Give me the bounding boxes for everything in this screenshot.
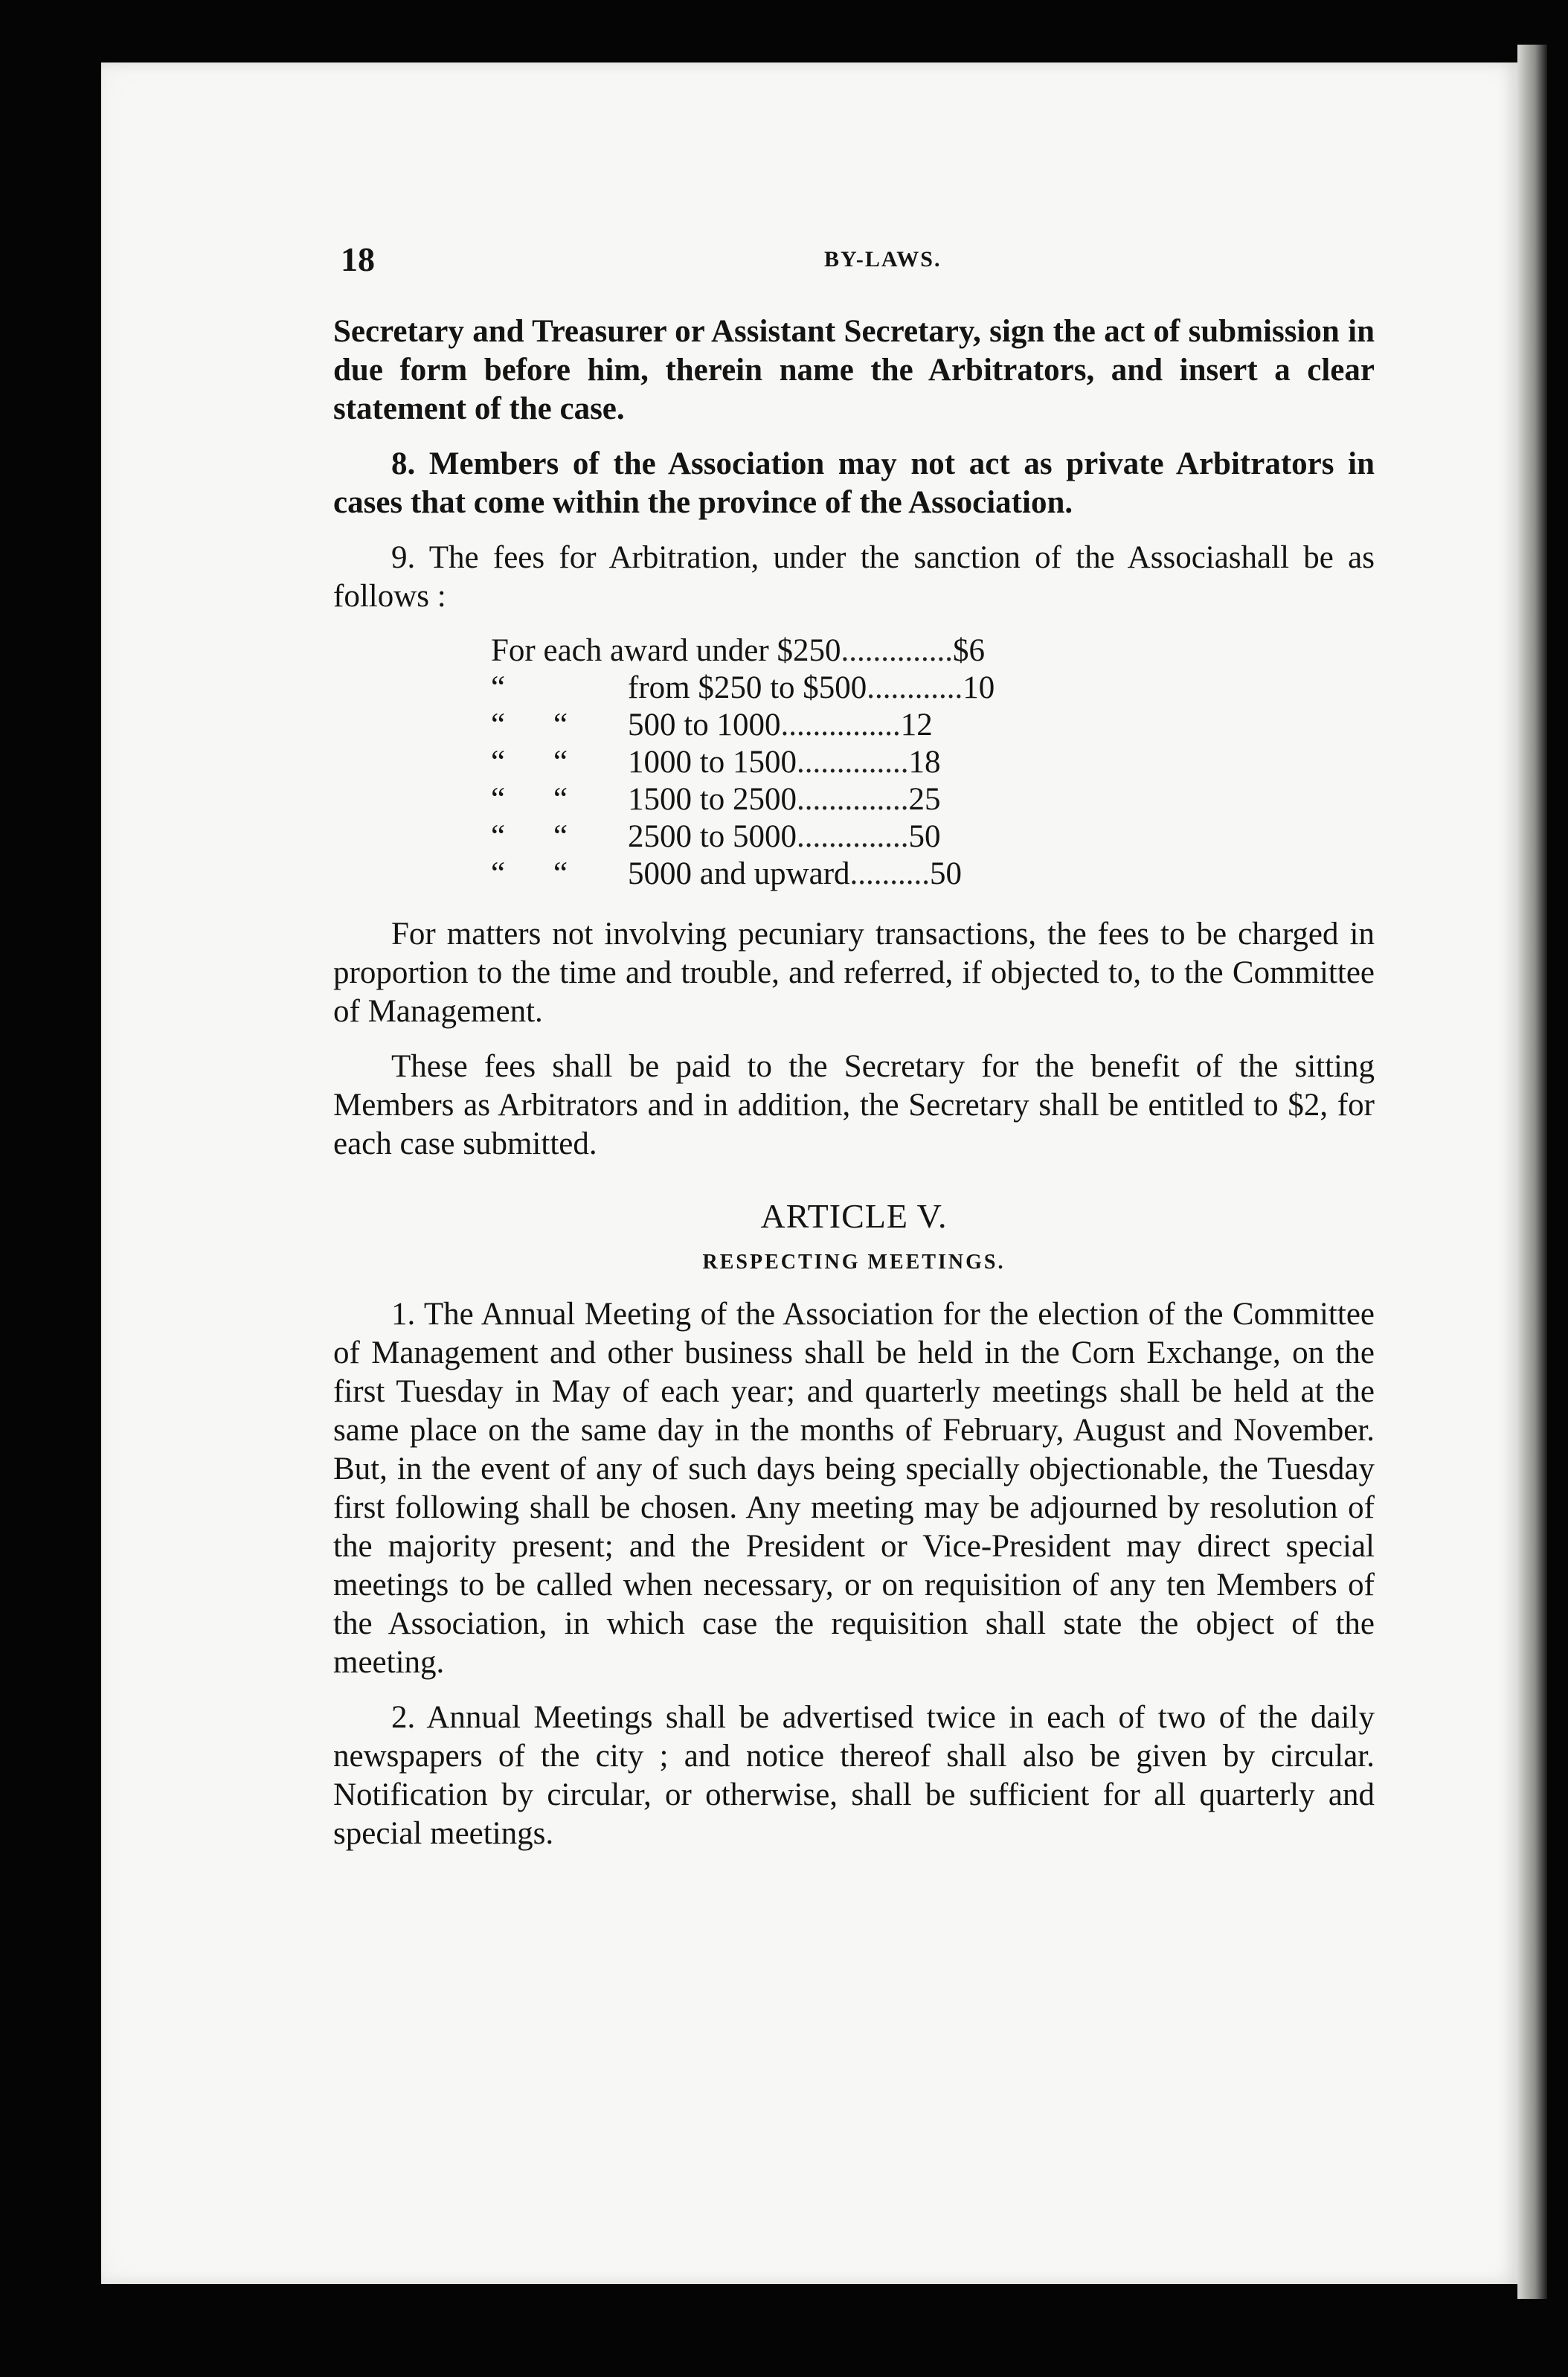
fee-label: 2500 to 5000 <box>628 819 797 854</box>
page-number: 18 <box>341 240 375 278</box>
fees-paid-paragraph: These fees shall be paid to the Secretary for the benefit of the sitting Members as Arbitrators and in addition, the Secretary shall be entitled to $2, for each case submitted. <box>333 1049 1375 1161</box>
fee-leader: ............ <box>867 670 963 705</box>
running-head <box>341 240 1367 284</box>
ditto-mark: “ <box>553 856 568 891</box>
fee-label: 1500 to 2500 <box>628 782 797 817</box>
fee-amount: $6 <box>952 633 985 668</box>
fee-amount: 10 <box>963 670 995 705</box>
fee-schedule <box>491 632 1375 893</box>
fee-label: For each award under $250 <box>491 633 841 668</box>
ditto-mark: “ <box>491 745 506 780</box>
page-body <box>333 312 1375 1870</box>
fee-leader: .............. <box>796 782 909 817</box>
clause-9: 9. The fees for Arbitration, under the sanction of the Associashall be as follows : <box>333 540 1375 614</box>
article-title: ARTICLE V. <box>760 1197 948 1235</box>
fee-row <box>491 744 1375 781</box>
fee-label: 5000 and upward <box>628 856 850 891</box>
intro-paragraph: Secretary and Treasurer or Assistant Secretary, sign the act of submission in due form before him, therein name the Arbitrators, and insert a clear statement of the case. <box>333 314 1375 426</box>
ditto-mark: “ <box>553 782 568 817</box>
fee-leader: ............... <box>780 708 901 742</box>
fee-label: 1000 to 1500 <box>628 745 797 780</box>
fee-row <box>491 707 1375 744</box>
fee-row <box>491 670 1375 707</box>
ditto-mark: “ <box>491 856 506 891</box>
ditto-mark: “ <box>553 708 568 742</box>
ditto-mark: “ <box>553 745 568 780</box>
fee-label: 500 to 1000 <box>628 708 781 742</box>
ditto-mark: “ <box>491 708 506 742</box>
ditto-mark: “ <box>491 670 506 705</box>
fee-leader: .............. <box>796 819 909 854</box>
fee-leader: .............. <box>841 633 953 668</box>
fee-amount: 18 <box>908 745 941 780</box>
fee-row <box>491 781 1375 818</box>
fee-row <box>491 632 1375 670</box>
fee-row <box>491 856 1375 893</box>
page-edge <box>1517 45 1547 2299</box>
non-pecuniary-paragraph: For matters not involving pecuniary transactions, the fees to be charged in proportion to the time and trouble, and referred, if objected to, to the Committee of Management. <box>333 917 1375 1029</box>
fee-amount: 12 <box>900 708 933 742</box>
fee-label: from $250 to $500 <box>628 670 867 705</box>
fee-amount: 50 <box>908 819 941 854</box>
fee-row <box>491 818 1375 856</box>
article-clause-1: 1. The Annual Meeting of the Association for the election of the Committee of Management and other business shall be held in the Corn Exchange, on the first Tuesday in May of each year; and quarterly meetings shall be held at the same place on the same day in the months of February, August and November. But, in the event of any of such days being specially objectionable, the Tuesday first following shall be chosen. Any meeting may be adjourned by resolution of the majority present; and the President or Vice-President may direct special meetings to be called when necessary, or on requisition of any ten Members of the Association, in which case the requisition shall state the object of the meeting. <box>333 1297 1375 1680</box>
fee-leader: .............. <box>796 745 909 780</box>
ditto-mark: “ <box>553 819 568 854</box>
fee-amount: 50 <box>930 856 963 891</box>
ditto-mark: “ <box>491 782 506 817</box>
article-subtitle: RESPECTING MEETINGS. <box>702 1251 1006 1274</box>
running-title: BY-LAWS. <box>824 247 942 272</box>
article-clause-2: 2. Annual Meetings shall be advertised twice in each of two of the daily newspapers of the city ; and notice thereof shall also be given by circular. Notification by circular, or otherwise, shall be sufficient for all quarterly and special meetings. <box>333 1700 1375 1851</box>
fee-leader: .......... <box>849 856 931 891</box>
ditto-mark: “ <box>491 819 506 854</box>
fee-amount: 25 <box>908 782 941 817</box>
clause-8: 8. Members of the Association may not act as private Arbitrators in cases that come within the province of the Association. <box>333 446 1375 520</box>
